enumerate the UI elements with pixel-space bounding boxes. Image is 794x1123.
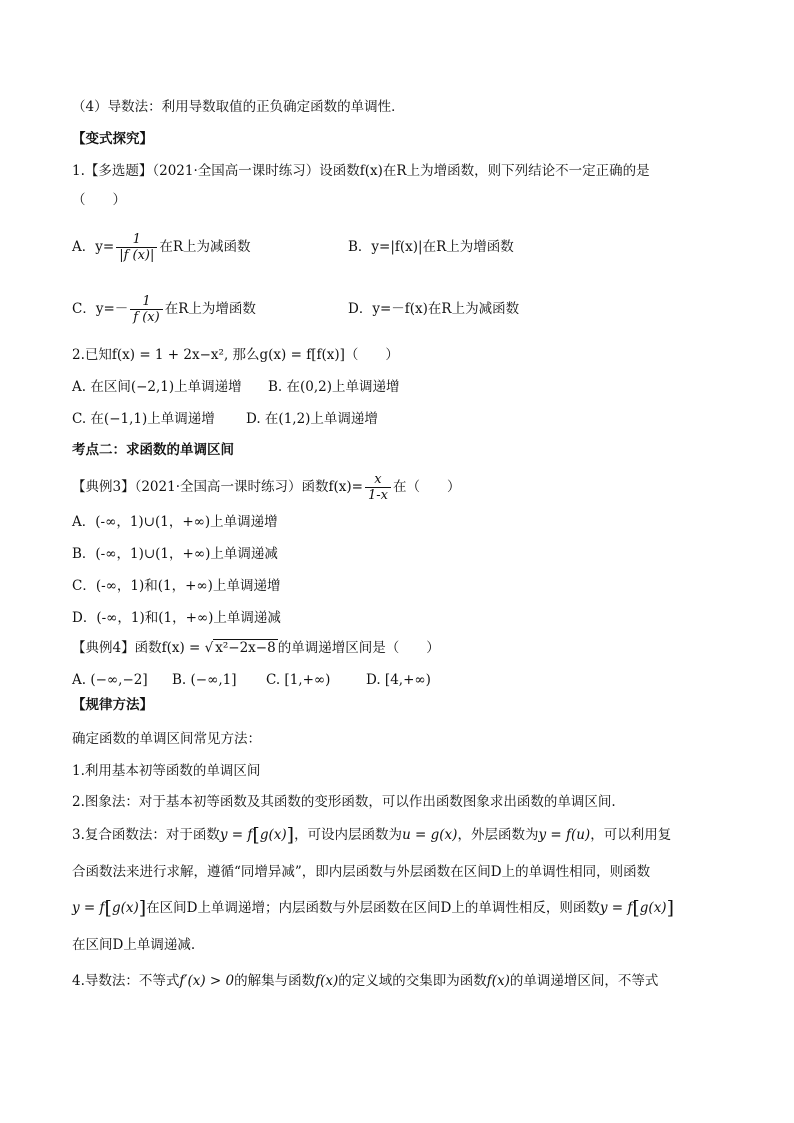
q1-option-a-fraction bbox=[116, 232, 157, 263]
example3-option-d: D．(-∞，1)和(1，+∞)上单调递减 bbox=[72, 610, 281, 626]
example4-suffix: 的单调递增区间是（ ） bbox=[277, 640, 440, 656]
example3-denominator: 1-x bbox=[367, 488, 388, 503]
q1-option-a-numerator: 1 bbox=[116, 232, 157, 248]
method-3-line-3 bbox=[72, 899, 674, 917]
paragraph-derivative-method: （4）导数法：利用导数取值的正负确定函数的单调性． bbox=[72, 99, 405, 115]
method-3-line-3-g: g(x) bbox=[111, 900, 139, 916]
example4-option-c: C. [1,+∞) bbox=[266, 672, 331, 688]
right-bracket: ] bbox=[138, 897, 147, 919]
q1-option-c-fraction bbox=[130, 294, 162, 325]
q1-option-c-denominator: f (x) bbox=[133, 310, 160, 325]
q1-stem: 1.【多选题】（2021·全国高一课时练习）设函数f(x)在R上为增函数，则下列结论不一定正确的是 bbox=[72, 163, 650, 179]
method-3-text-a: 3.复合函数法：对于函数 bbox=[72, 827, 220, 843]
q2-stem: 2.已知f(x) = 1 + 2x−x², 那么g(x) = f[f(x)]（ ） bbox=[72, 347, 399, 363]
method-4-expr-f2: f(x) bbox=[486, 973, 510, 989]
right-bracket: ] bbox=[286, 824, 295, 846]
left-bracket: [ bbox=[632, 897, 640, 919]
example4-prefix: 【典例4】函数f(x) = bbox=[72, 640, 205, 656]
q2-option-a: A. 在区间(−2,1)上单调递增 bbox=[72, 379, 242, 395]
example3-fraction bbox=[365, 472, 391, 503]
q1-option-a-prefix: A．y= bbox=[72, 239, 115, 255]
method-3-text-c: ，外层函数为 bbox=[457, 827, 539, 843]
q1-option-c-prefix: C．y=－ bbox=[72, 301, 129, 317]
variant-heading: 【变式探究】 bbox=[72, 131, 153, 147]
q1-option-c-numerator: 1 bbox=[130, 294, 162, 310]
method-3-text-b: ，可设内层函数为 bbox=[294, 827, 403, 843]
q1-option-a bbox=[72, 230, 251, 264]
example4-option-a: A. (−∞,−2] bbox=[72, 672, 148, 688]
method-3-text-d: ，可以利用复 bbox=[590, 827, 672, 843]
left-bracket: [ bbox=[252, 824, 260, 846]
method-3-line-3-g2: g(x) bbox=[639, 900, 667, 916]
method-4-expr-f1: f(x) bbox=[315, 973, 339, 989]
q1-option-b: B．y=|f(x)|在R上为增函数 bbox=[348, 239, 514, 255]
q1-option-d: D．y=－f(x)在R上为减函数 bbox=[348, 301, 520, 317]
method-4-text-c: 的定义域的交集即为函数 bbox=[338, 973, 487, 989]
method-3-line-3-f: y = f bbox=[72, 900, 105, 916]
q1-option-c-suffix: 在R上为增函数 bbox=[164, 301, 256, 317]
example4-radicand: x²−2x−8 bbox=[215, 640, 276, 656]
method-4-text-a: 4.导数法：不等式 bbox=[72, 973, 180, 989]
method-3-line-4: 在区间D上单调递减. bbox=[72, 937, 196, 953]
right-bracket: ] bbox=[666, 897, 674, 919]
method-3-expr-f: y = f bbox=[219, 827, 253, 843]
example3-option-a: A．(-∞，1)∪(1，+∞)上单调递增 bbox=[72, 514, 278, 530]
method-3-line-2: 合函数法来进行求解，遵循“同增异减”，即内层函数与外层函数在区间D上的单调性相同，则函数 bbox=[72, 864, 651, 880]
example3-numerator: x bbox=[365, 472, 391, 488]
method-intro: 确定函数的单调区间常见方法： bbox=[72, 731, 261, 747]
example3-suffix: 在（ ） bbox=[392, 479, 461, 495]
method-2: 2.图象法：对于基本初等函数及其函数的变形函数，可以作出函数图象求出函数的单调区间. bbox=[72, 794, 616, 810]
example4-option-b: B. (−∞,1] bbox=[172, 672, 237, 688]
method-4-text-d: 的单调递增区间，不等式 bbox=[509, 973, 659, 989]
method-3-line-3-f2: y = f bbox=[599, 900, 633, 916]
example4-option-d: D. [4,+∞) bbox=[366, 672, 431, 688]
example3-stem bbox=[72, 470, 460, 504]
q1-answer-paren: （ ） bbox=[72, 192, 126, 208]
method-3-expr-g: g(x) bbox=[259, 827, 287, 843]
example3-prefix: 【典例3】（2021·全国高一课时练习）函数f(x)= bbox=[72, 479, 363, 495]
left-bracket: [ bbox=[104, 897, 112, 919]
sqrt-sign: √ bbox=[204, 640, 214, 656]
method-4-expr-derivative: f′(x) > 0 bbox=[179, 973, 235, 989]
section-heading-k2: 考点二：求函数的单调区间 bbox=[72, 442, 234, 458]
method-3-expr-fu: y = f(u) bbox=[538, 827, 591, 843]
q1-option-a-denominator: |f (x)| bbox=[119, 248, 155, 263]
method-3-line-3-text: 在区间D上单调递增；内层函数与外层函数在区间D上的单调性相反，则函数 bbox=[146, 900, 600, 916]
q1-option-a-suffix: 在R上为减函数 bbox=[159, 239, 251, 255]
method-4-text-b: 的解集与函数 bbox=[234, 973, 316, 989]
method-3-line-1 bbox=[72, 826, 671, 844]
q2-option-d: D. 在(1,2)上单调递增 bbox=[246, 411, 378, 427]
method-3-expr-u: u = g(x) bbox=[402, 827, 458, 843]
q1-option-c bbox=[72, 292, 256, 326]
method-4-line-1 bbox=[72, 972, 658, 990]
rule-method-heading: 【规律方法】 bbox=[72, 697, 153, 713]
example3-option-c: C．(-∞，1)和(1，+∞)上单调递增 bbox=[72, 578, 281, 594]
q2-option-b: B. 在(0,2)上单调递增 bbox=[268, 379, 400, 395]
example3-option-b: B．(-∞，1)∪(1，+∞)上单调递减 bbox=[72, 546, 278, 562]
method-1: 1.利用基本初等函数的单调区间 bbox=[72, 763, 261, 779]
example4-stem bbox=[72, 639, 440, 657]
q2-option-c: C. 在(−1,1)上单调递增 bbox=[72, 411, 215, 427]
